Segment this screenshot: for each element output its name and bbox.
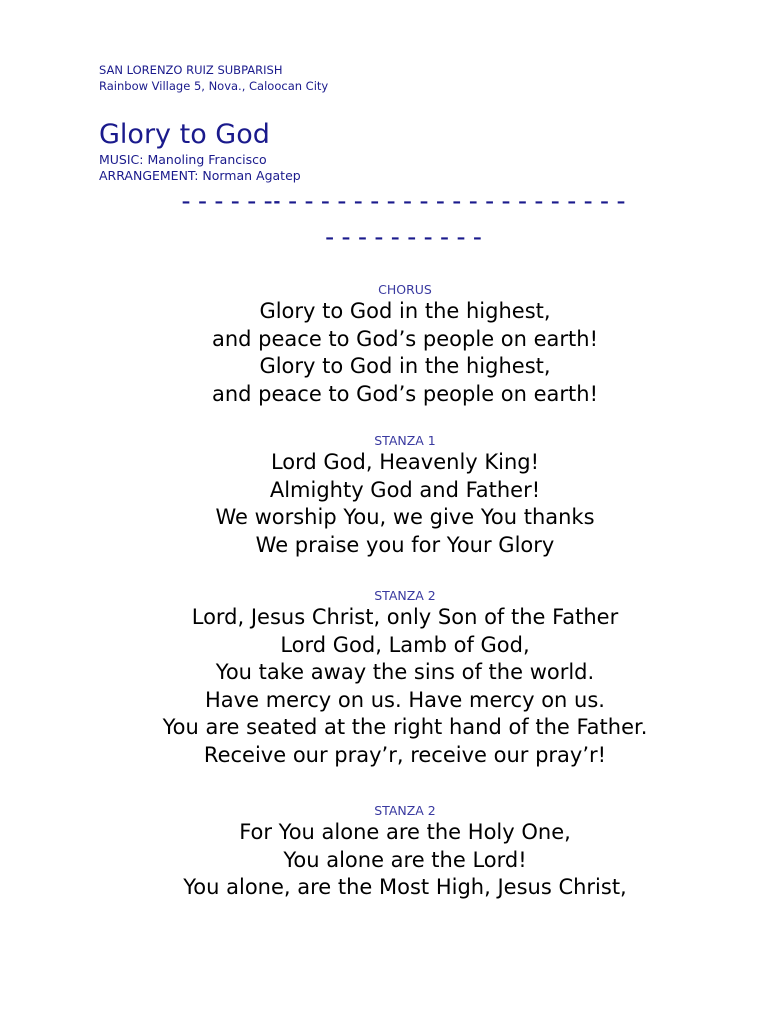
section-label: CHORUS bbox=[378, 282, 432, 297]
lyric-line: Glory to God in the highest, bbox=[259, 354, 551, 378]
parish-header bbox=[99, 62, 328, 94]
section-label: STANZA 2 bbox=[374, 588, 436, 603]
lyric-line: Have mercy on us. Have mercy on us. bbox=[205, 687, 605, 712]
lyric-line: Lord God, Lamb of God, bbox=[280, 632, 530, 657]
stanza-2-section bbox=[0, 588, 768, 769]
lyric-line: You take away the sins of the world. bbox=[215, 660, 595, 684]
lyric-line: Receive our pray’r, receive our pray’r! bbox=[203, 742, 607, 767]
lyric-line: We praise you for Your Glory bbox=[255, 532, 555, 557]
lyric-line: Almighty God and Father! bbox=[269, 477, 541, 502]
stanza-2b-section bbox=[0, 803, 768, 902]
lyric-line: and peace to God’s people on earth! bbox=[211, 381, 599, 406]
lyric-line: and peace to God’s people on earth! bbox=[211, 326, 599, 351]
stanza-1-section bbox=[0, 433, 768, 559]
lyric-line: You alone, are the Most High, Jesus Christ, bbox=[183, 875, 627, 899]
lyric-line: For You alone are the Holy One, bbox=[239, 820, 571, 844]
divider-line-2: – – – – – – – – – – bbox=[325, 228, 483, 248]
parish-address: Rainbow Village 5, Nova., Caloocan City bbox=[99, 79, 329, 93]
section-label: STANZA 1 bbox=[374, 433, 436, 448]
lyric-line: You alone are the Lord! bbox=[283, 847, 527, 872]
lyric-line: We worship You, we give You thanks bbox=[215, 505, 595, 529]
arrangement-credit: ARRANGEMENT: Norman Agatep bbox=[99, 168, 301, 183]
lyric-line: Lord, Jesus Christ, only Son of the Father bbox=[191, 605, 619, 629]
song-credits bbox=[99, 152, 301, 184]
lyric-line: Lord God, Heavenly King! bbox=[270, 450, 540, 474]
lyric-line: You are seated at the right hand of the Father. bbox=[162, 715, 648, 739]
song-title: Glory to God bbox=[99, 119, 270, 150]
music-credit: MUSIC: Manoling Francisco bbox=[99, 152, 267, 167]
parish-name: SAN LORENZO RUIZ SUBPARISH bbox=[99, 63, 283, 77]
chorus-section bbox=[0, 282, 768, 408]
divider-line-1: – – – – – –- – – – – – – – – – – – – – – – – – – – – – bbox=[181, 192, 627, 212]
lyric-line: Glory to God in the highest, bbox=[259, 299, 551, 323]
section-label: STANZA 2 bbox=[374, 803, 436, 818]
